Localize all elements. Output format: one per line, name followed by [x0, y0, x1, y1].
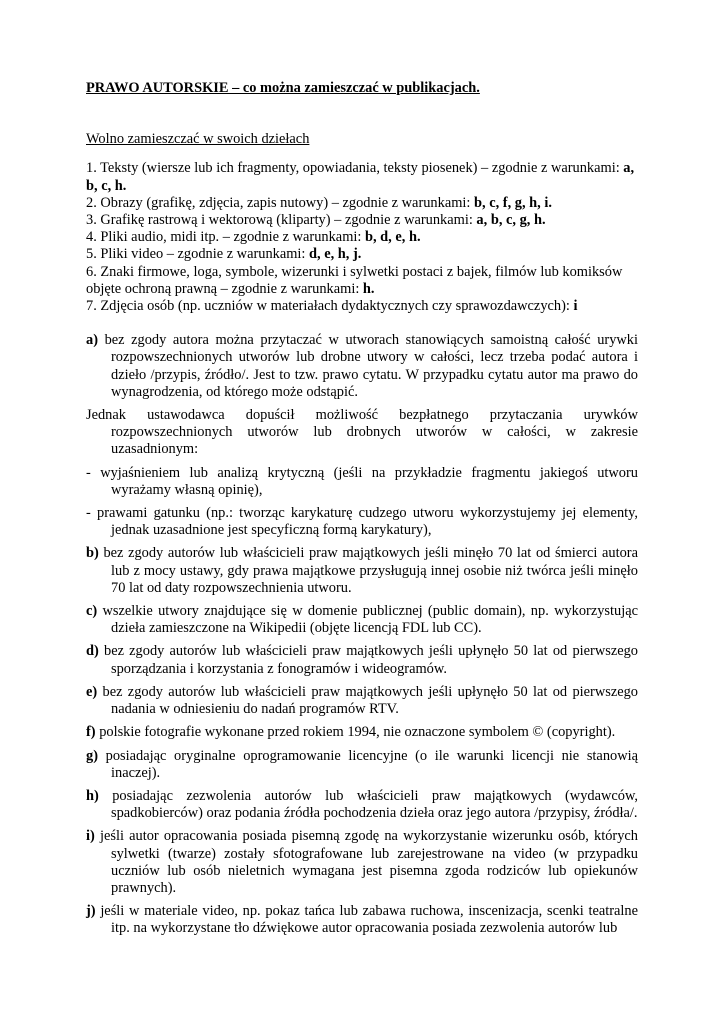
- list-item: 5. Pliki video – zgodnie z warunkami: d, e, h, j.: [86, 246, 362, 263]
- list-item: 3. Grafikę rastrową i wektorową (kliparty) – zgodnie z warunkami: a, b, c, g, h.: [86, 212, 546, 229]
- section-subtitle: Wolno zamieszczać w swoich dziełach: [86, 131, 310, 148]
- list-item: 4. Pliki audio, midi itp. – zgodnie z warunkami: b, d, e, h.: [86, 229, 421, 246]
- condition-a-bullet: - prawami gatunku (np.: tworząc karykaturę cudzego utworu wykorzystujemy jej elementy, jednak uzasadnione jest specyficzną formą karykatury),: [86, 505, 638, 539]
- content-type-list: [86, 160, 638, 315]
- condition-a-bullet: - wyjaśnieniem lub analizą krytyczną (jeśli na przykładzie fragmentu jakiegoś utworu wyrażamy własną opinię),: [86, 464, 638, 498]
- condition-f: f) polskie fotografie wykonane przed rokiem 1994, nie oznaczone symbolem © (copyright).: [86, 724, 616, 741]
- condition-a: a) bez zgody autora można przytaczać w utworach stanowiących samoistną całość urywki rozpowszechnionych utworów lub drobne utwory w całości, lecz trzeba podać autora i dzieło /przypis, źródło/. Jest to tzw. prawo cytatu. W przypadku cytatu autor ma prawo do wynagrodzenia, od którego może odstąpić.: [86, 332, 638, 400]
- condition-i: i) jeśli autor opracowania posiada pisemną zgodę na wykorzystanie wizerunku osób, których sylwetki (twarze) zostały sfotografowane lub zarejestrowane na video (w przypadku uczniów lub osób nieletnich wymagana jest pisemna zgoda rodziców lub opiekunów prawnych).: [86, 828, 638, 896]
- list-item: 1. Teksty (wiersze lub ich fragmenty, opowiadania, teksty piosenek) – zgodnie z warunkami: a, b, c, h.: [86, 160, 635, 194]
- document-title: PRAWO AUTORSKIE – co można zamieszczać w publikacjach.: [86, 80, 480, 96]
- list-item: 2. Obrazy (grafikę, zdjęcia, zapis nutowy) – zgodnie z warunkami: b, c, f, g, h, i.: [86, 194, 552, 211]
- condition-g: g) posiadając oryginalne oprogramowanie licencyjne (o ile warunki licencji nie stanowią inaczej).: [86, 747, 638, 781]
- condition-e: e) bez zgody autorów lub właścicieli praw majątkowych jeśli upłynęło 50 lat od pierwszego nadania w odniesieniu do nadań programów RTV.: [86, 683, 638, 718]
- condition-a-note: Jednak ustawodawca dopuścił możliwość bezpłatnego przytaczania urywków rozpowszechnionych utworów lub drobnych utworów w całości, w zakresie uzasadnionym:: [86, 407, 638, 458]
- condition-d: d) bez zgody autorów lub właścicieli praw majątkowych jeśli upłynęło 50 lat od pierwszego sporządzania i korzystania z fonogramów i wideogramów.: [86, 643, 638, 677]
- list-item: 7. Zdjęcia osób (np. uczniów w materiałach dydaktycznych czy sprawozdawczych): i: [86, 298, 578, 315]
- condition-c: c) wszelkie utwory znajdujące się w domenie publicznej (public domain), np. wykorzystując dzieła zamieszczone na Wikipedii (objęte licencją FDL lub CC).: [86, 603, 638, 637]
- condition-h: h) posiadając zezwolenia autorów lub właścicieli praw majątkowych (wydawców, spadkobierców) oraz podania źródła pochodzenia dzieła oraz jego autora /przypisy, źródła/.: [86, 787, 638, 822]
- condition-b: b) bez zgody autorów lub właścicieli praw majątkowych jeśli minęło 70 lat od śmierci autora lub z mocy ustawy, gdy prawa majątkowe przysługują innej osobie niż twórca jeśli minęło 70 lat od daty rozpowszechnienia utworu.: [86, 545, 638, 596]
- list-item: 6. Znaki firmowe, loga, symbole, wizerunki i sylwetki postaci z bajek, filmów lub komiksów objęte ochroną prawną – zgodnie z warunkami: h.: [86, 263, 623, 297]
- condition-j: j) jeśli w materiale video, np. pokaz tańca lub zabawa ruchowa, inscenizacja, scenki teatralne itp. na wykorzystane tło dźwiękowe autor opracowania posiada zezwolenia autorów lub: [86, 903, 638, 937]
